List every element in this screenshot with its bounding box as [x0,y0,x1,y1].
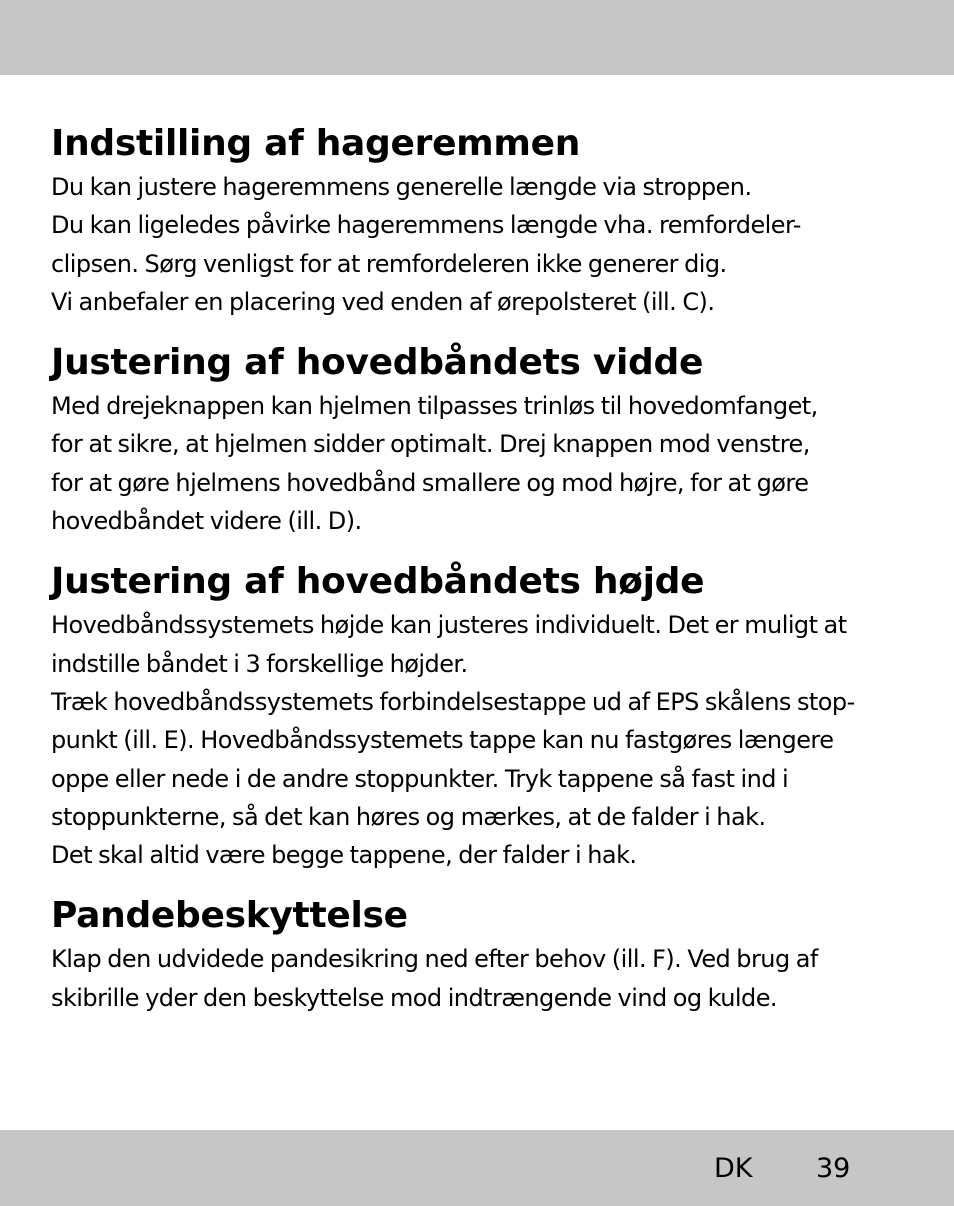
paragraph-line: Hovedbåndssystemets højde kan justeres individuelt. Det er muligt at [51,611,847,640]
paragraph-line: hovedbåndet videre (ill. D). [51,507,362,536]
paragraph-line: Vi anbefaler en placering ved enden af ørepolsteret (ill. C). [51,287,715,316]
paragraph-line: skibrille yder den beskyttelse mod indtrængende vind og kulde. [51,983,778,1012]
paragraph-line: Træk hovedbåndssystemets forbindelsestappe ud af EPS skålens stop- [51,687,855,716]
section-forehead-protection [51,892,921,1017]
paragraph-line: for at gøre hjelmens hovedbånd smallere og mod højre, for at gøre [51,468,809,497]
paragraph-line: Du kan ligeledes påvirke hageremmens længde vha. remfordeler- [51,211,801,240]
section-heading: Justering af hovedbåndets højde [51,561,705,603]
paragraph-line: indstille båndet i 3 forskellige højder. [51,649,468,678]
section-heading: Pandebeskyttelse [51,895,408,937]
paragraph-line: Du kan justere hageremmens generelle længde via stroppen. [51,173,752,201]
paragraph-line: Det skal altid være begge tappene, der falder i hak. [51,841,637,870]
paragraph-line: Med drejeknappen kan hjelmen tilpasses trinløs til hovedomfanget, [51,392,818,421]
section-headband-height [51,558,921,874]
page-content [51,120,921,1017]
header-bar [0,0,954,75]
paragraph-line: stoppunkterne, så det kan høres og mærkes, at de falder i hak. [51,802,766,831]
section-headband-width [51,339,921,540]
section-heading: Justering af hovedbåndets vidde [51,342,704,384]
footer-bar [0,1130,954,1206]
section-chin-strap [51,120,921,321]
paragraph-line: for at sikre, at hjelmen sidder optimalt. Drej knappen mod venstre, [51,430,810,459]
section-heading: Indstilling af hageremmen [51,123,581,164]
footer-language: DK [714,1153,753,1184]
paragraph-line: punkt (ill. E). Hovedbåndssystemets tappe kan nu fastgøres længere [51,726,834,755]
paragraph-line: clipsen. Sørg venligst for at remfordeleren ikke generer dig. [51,249,727,278]
paragraph-line: oppe eller nede i de andre stoppunkter. Tryk tappene så fast ind i [51,764,789,793]
page-number: 39 [816,1153,851,1184]
paragraph-line: Klap den udvidede pandesikring ned efter behov (ill. F). Ved brug af [51,945,818,974]
